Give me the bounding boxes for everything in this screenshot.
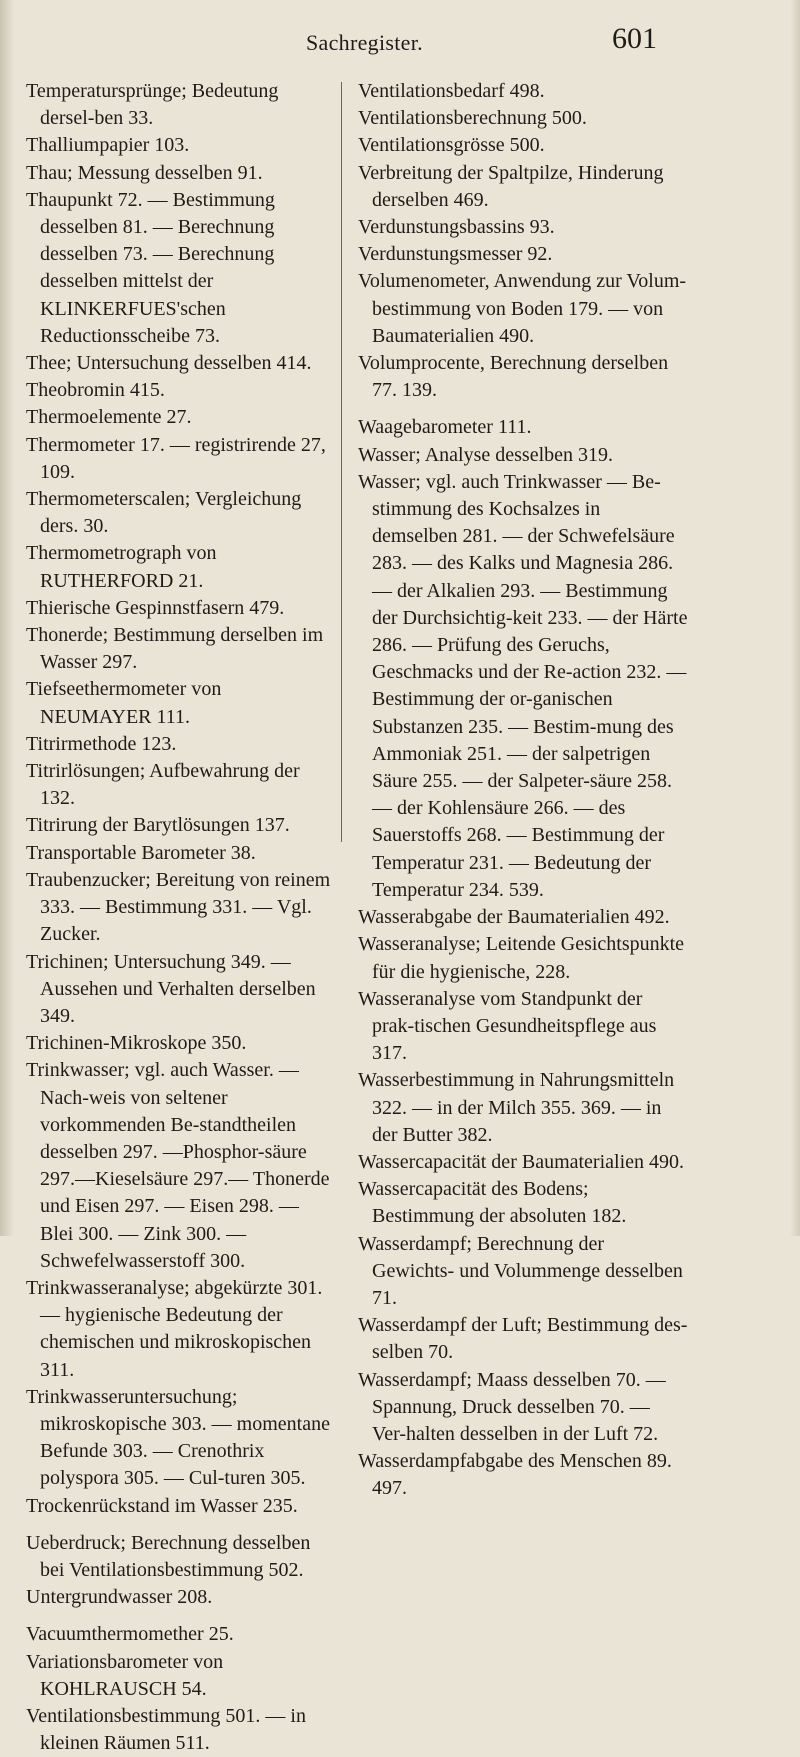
index-entry: Thonerde; Bestimmung derselben im Wasser 297.	[26, 624, 324, 674]
page-header	[0, 10, 800, 55]
index-entry: Trockenrückstand im Wasser 235.	[26, 1494, 298, 1517]
index-entry: Wasseranalyse vom Standpunkt der prak-tischen Gesundheitspflege aus 317.	[358, 987, 657, 1065]
index-column-left	[26, 78, 332, 1757]
index-entry: Wasser; vgl. auch Trinkwasser — Be-stimmung des Kochsalzes in demselben 281. — der Schwefelsäure 283. — des Kalks und Magnesia 286. — der Alkalien 293. — Bestimmung der Durchsichtig-keit 233. — der Härte 286. — Prüfung des Geruchs, Geschmacks und der Re-action 232. — Bestimmung der or-ganischen Substanzen 235. — Bestim-mung des Ammoniak 251. — der salpetrigen Säure 255. — der Salpeter-säure 258. — der Kohlensäure 266. — des Sauerstoffs 268. — Bestimmung der Temperatur 231. — Bedeutung der Temperatur 234. 539.	[358, 470, 688, 901]
index-entry: Thee; Untersuchung desselben 414.	[26, 352, 312, 375]
index-entry: Traubenzucker; Bereitung von reinem 333. — Bestimmung 331. — Vgl. Zucker.	[26, 868, 331, 946]
index-entry: Wassercapacität des Bodens; Bestimmung der absoluten 182.	[358, 1178, 627, 1228]
running-head: Sachregister.	[306, 30, 423, 55]
page-number: 601	[612, 22, 657, 55]
index-column-right	[358, 78, 688, 1503]
page-left-edge	[0, 0, 14, 1236]
index-entry: Vacuumthermomether 25.	[26, 1623, 234, 1646]
index-entry: Verdunstungsbassins 93.	[358, 216, 555, 239]
index-entry: Trinkwasseruntersuchung; mikroskopische 303. — momentane Befunde 303. — Crenothrix polyspora 305. — Cul-turen 305.	[26, 1385, 330, 1490]
index-entry: Untergrundwasser 208.	[26, 1586, 213, 1609]
index-entry: Verdunstungsmesser 92.	[358, 243, 553, 266]
index-entry: Trinkwasser; vgl. auch Wasser. — Nach-weis von seltener vorkommenden Be-standtheilen desselben 297. —Phosphor-säure 297.—Kieselsäure 297.— Thonerde und Eisen 297. — Eisen 298. — Blei 300. — Zink 300. — Schwefelwasserstoff 300.	[26, 1059, 330, 1272]
index-entry: Trichinen; Untersuchung 349. — Aussehen und Verhalten derselben 349.	[26, 950, 316, 1027]
index-entry: Wasser; Analyse desselben 319.	[358, 443, 613, 466]
page-right-edge	[790, 0, 800, 1236]
index-entry: Thermoelemente 27.	[26, 406, 192, 429]
index-entry: Verbreitung der Spaltpilze, Hinderung derselben 469.	[358, 161, 664, 211]
index-entry: Trichinen-Mikroskope 350.	[26, 1032, 247, 1055]
index-entry: Ventilationsbedarf 498.	[358, 80, 545, 102]
index-entry: Thermometerscalen; Vergleichung ders. 30.	[26, 488, 302, 538]
index-entry: Transportable Barometer 38.	[26, 841, 256, 864]
index-entry: Wasserdampf der Luft; Bestimmung des-selben 70.	[358, 1314, 688, 1364]
index-entry: Volumenometer, Anwendung zur Volum-bestimmung von Boden 179. — von Baumaterialien 490.	[358, 270, 687, 347]
index-entry: Thau; Messung desselben 91.	[26, 161, 263, 184]
index-entry: Theobromin 415.	[26, 379, 165, 402]
index-entry: Titrirlösungen; Aufbewahrung der 132.	[26, 760, 300, 810]
index-entry: Wasseranalyse; Leitende Gesichtspunkte für die hygienische, 228.	[358, 933, 685, 983]
index-entry: Wasserdampf; Maass desselben 70. — Spannung, Druck desselben 70. — Ver-halten desselben in der Luft 72.	[358, 1368, 666, 1445]
index-entry: Ventilationsberechnung 500.	[358, 107, 587, 130]
index-entry: Temperatursprünge; Bedeutung dersel-ben 33.	[26, 80, 279, 130]
index-entry: Waagebarometer 111.	[358, 416, 532, 439]
index-entry: Ventilationsgrösse 500.	[358, 134, 545, 157]
index-entry: Titrirmethode 123.	[26, 732, 177, 755]
index-entry: Ventilationsbestimmung 501. — in kleinen Räumen 511.	[26, 1704, 306, 1755]
index-entry: Titrirung der Barytlösungen 137.	[26, 814, 290, 837]
column-divider	[341, 82, 342, 842]
index-entry: Ueberdruck; Berechnung desselben bei Ventilationsbestimmung 502.	[26, 1531, 311, 1581]
index-entry: Wasserabgabe der Baumaterialien 492.	[358, 906, 670, 929]
index-entry: Wasserdampfabgabe des Menschen 89. 497.	[358, 1450, 672, 1500]
index-entry: Tiefseethermometer von NEUMAYER 111.	[26, 678, 222, 728]
index-entry: Thaupunkt 72. — Bestimmung desselben 81. — Berechnung desselben 73. — Berechnung desselben mittelst der KLINKERFUES'schen Reductionsscheibe 73.	[26, 188, 275, 347]
index-entry: Wassercapacität der Baumaterialien 490.	[358, 1150, 685, 1173]
index-entry: Thermometrograph von RUTHERFORD 21.	[26, 542, 217, 592]
index-entry: Wasserbestimmung in Nahrungsmitteln 322. — in der Milch 355. 369. — in der Butter 382.	[358, 1069, 675, 1146]
index-entry: Wasserdampf; Berechnung der Gewichts- und Volummenge desselben 71.	[358, 1232, 683, 1309]
index-entry: Thermometer 17. — registrirende 27, 109.	[26, 433, 326, 483]
index-entry: Thierische Gespinnstfasern 479.	[26, 596, 285, 619]
index-entry: Volumprocente, Berechnung derselben 77. 139.	[358, 352, 669, 402]
index-entry: Variationsbarometer von KOHLRAUSCH 54.	[26, 1650, 224, 1700]
index-entry: Thalliumpapier 103.	[26, 134, 190, 157]
index-entry: Trinkwasseranalyse; abgekürzte 301. — hygienische Bedeutung der chemischen und mikroskopischen 311.	[26, 1276, 323, 1381]
